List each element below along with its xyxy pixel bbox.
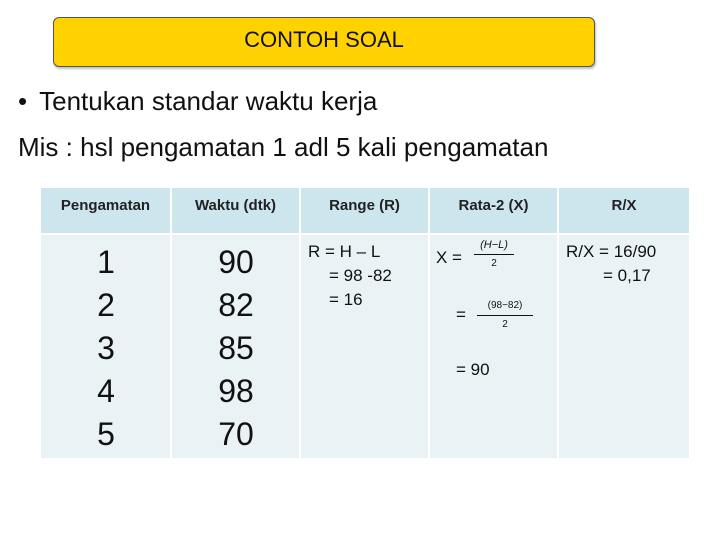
waktu-value: 98: [218, 373, 254, 409]
range-result: = 16: [329, 290, 363, 309]
range-formula: R = H – L: [308, 242, 381, 261]
rata-frac1-numerator: (H−L): [480, 239, 508, 251]
fraction-bar: [477, 315, 533, 316]
waktu-value: 85: [218, 330, 254, 366]
rx-formula: R/X = 16/90: [566, 242, 657, 261]
pengamatan-value: 3: [97, 330, 115, 366]
column-separator: [428, 188, 430, 458]
instruction-text: Tentukan standar waktu kerja: [39, 86, 378, 116]
title-text: CONTOH SOAL: [244, 27, 404, 52]
title-banner: [53, 17, 595, 67]
pengamatan-value: 5: [97, 416, 115, 452]
rata-result: = 90: [456, 360, 490, 379]
pengamatan-value: 1: [97, 244, 115, 280]
waktu-value: 70: [218, 416, 254, 452]
column-separator: [170, 188, 172, 458]
rata-frac2-denominator: 2: [502, 319, 508, 330]
rata-frac1-denominator: 2: [491, 258, 497, 269]
instruction-line: [18, 86, 377, 117]
column-separator: [299, 188, 301, 458]
rata-frac2-numerator: (98−82): [487, 300, 523, 311]
header-waktu: Waktu (dtk): [194, 197, 277, 214]
header-rx: R/X: [611, 197, 637, 214]
pengamatan-value: 4: [97, 373, 115, 409]
example-line: Mis : hsl pengamatan 1 adl 5 kali pengamatan: [18, 132, 549, 162]
rx-result: = 0,17: [603, 266, 651, 285]
fraction-bar: [474, 254, 514, 255]
rata-equals: =: [456, 305, 466, 324]
waktu-value: 90: [218, 244, 254, 280]
waktu-value: 82: [218, 287, 254, 323]
header-pengamatan: Pengamatan: [60, 197, 151, 214]
column-separator: [557, 188, 559, 458]
rata-x-prefix: X =: [436, 248, 462, 267]
header-range: Range (R): [329, 197, 400, 214]
range-substitution: = 98 -82: [329, 266, 392, 285]
data-table: [41, 188, 689, 458]
header-rata: Rata-2 (X): [458, 197, 529, 214]
bullet: •: [18, 86, 28, 116]
pengamatan-value: 2: [97, 287, 115, 323]
